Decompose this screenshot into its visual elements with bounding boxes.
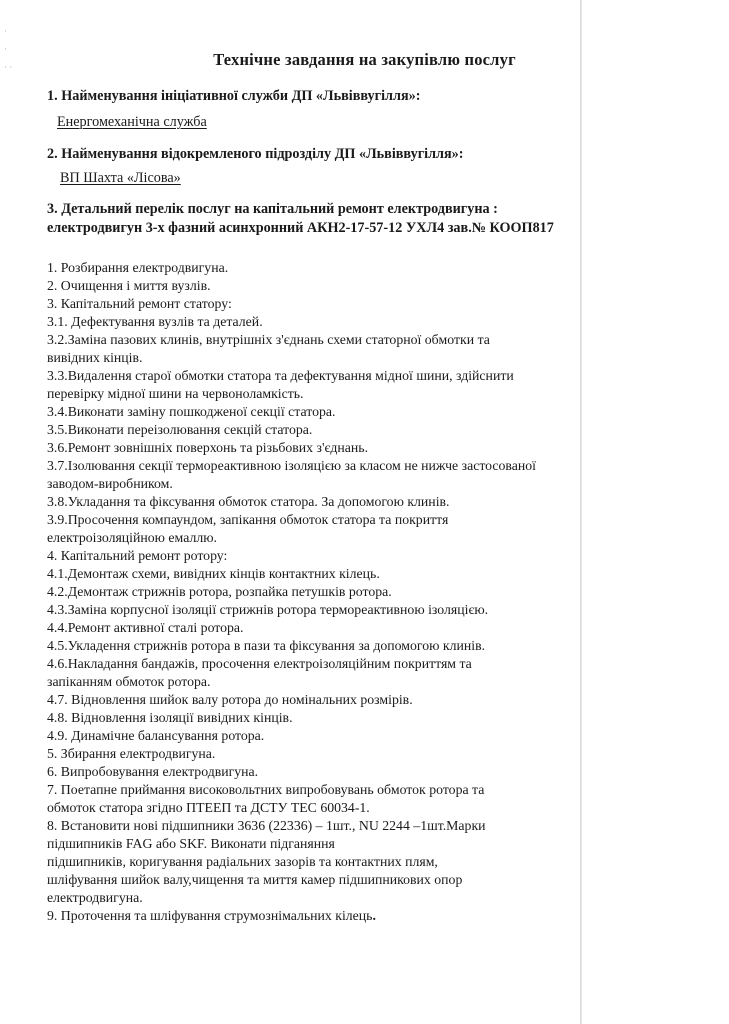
document-title: Технічне завдання на закупівлю послуг bbox=[213, 50, 516, 69]
list-item: 3.1. Дефектування вузлів та деталей. bbox=[47, 314, 263, 329]
list-item: 3.8.Укладання та фіксування обмоток статора. За допомогою клинів. bbox=[47, 494, 450, 509]
list-item: 2. Очищення і миття вузлів. bbox=[47, 278, 211, 293]
list-item: шліфування шийок валу,чищення та миття камер підшипникових опор bbox=[47, 872, 463, 887]
list-item: електроізоляційною емаллю. bbox=[47, 530, 217, 545]
list-item: 3.3.Видалення старої обмотки статора та дефектування мідної шини, здійснити bbox=[47, 368, 514, 383]
final-period: . bbox=[372, 908, 376, 923]
list-item: 5. Збирання електродвигуна. bbox=[47, 746, 216, 761]
list-item: 4.7. Відновлення шийок валу ротора до номінальних розмірів. bbox=[47, 692, 413, 707]
list-item: 3.5.Виконати переізолювання секцій статора. bbox=[47, 422, 313, 437]
section-3-heading-line-2: електродвигун 3-х фазний асинхронний АКН2-17-57-12 УХЛ4 зав.№ КООП817 bbox=[47, 220, 554, 236]
section-2-heading: 2. Найменування відокремленого підрозділу ДП «Львіввугілля»: bbox=[47, 146, 464, 162]
list-item: 7. Поетапне приймання високовольтних випробовувань обмоток ротора та bbox=[47, 782, 485, 797]
list-item: 6. Випробовування електродвигуна. bbox=[47, 764, 259, 779]
list-item: підшипників FAG або SKF. Виконати підганяння bbox=[47, 836, 335, 851]
list-item: 4.5.Укладення стрижнів ротора в пази та фіксування за допомогою клинів. bbox=[47, 638, 486, 653]
list-item: 3.6.Ремонт зовнішніх поверхонь та різьбових з'єднань. bbox=[47, 440, 369, 455]
list-item: 4.3.Заміна корпусної ізоляції стрижнів ротора термореактивною ізоляцією. bbox=[47, 602, 489, 617]
list-item: 4.2.Демонтаж стрижнів ротора, розпайка петушків ротора. bbox=[47, 584, 392, 599]
scan-specks: · · · · bbox=[4, 26, 13, 72]
list-item: обмоток статора згідно ПТЕЕП та ДСТУ ТЕС 60034-1. bbox=[47, 800, 370, 815]
section-1-value: Енергомеханічна служба bbox=[57, 114, 207, 130]
list-item: перевірку мідної шини на червоноламкість. bbox=[47, 386, 304, 401]
list-item: 4.4.Ремонт активної сталі ротора. bbox=[47, 620, 244, 635]
list-item: 1. Розбирання електродвигуна. bbox=[47, 260, 229, 275]
service-items-list bbox=[47, 259, 677, 925]
list-item: 4. Капітальний ремонт ротору: bbox=[47, 548, 228, 563]
list-item: 3.9.Просочення компаундом, запікання обмоток статора та покриття bbox=[47, 512, 449, 527]
list-item: 4.9. Динамічне балансування ротора. bbox=[47, 728, 265, 743]
list-item: електродвигуна. bbox=[47, 890, 143, 905]
list-item: 8. Встановити нові підшипники 3636 (22336) – 1шт., NU 2244 –1шт.Марки bbox=[47, 818, 486, 833]
list-item: запіканням обмоток ротора. bbox=[47, 674, 211, 689]
section-2-value: ВП Шахта «Лісова» bbox=[60, 170, 181, 186]
list-item: 3. Капітальний ремонт статору: bbox=[47, 296, 232, 311]
list-item: 3.7.Ізолювання секції термореактивною ізоляцією за класом не нижче застосованої bbox=[47, 458, 537, 473]
list-item: 4.1.Демонтаж схеми, вивідних кінців контактних кілець. bbox=[47, 566, 380, 581]
final-item-text: 9. Проточення та шліфування струмознімальних кілець bbox=[47, 908, 373, 923]
section-1-heading: 1. Найменування ініціативної служби ДП «Львіввугілля»: bbox=[47, 88, 421, 104]
list-item: підшипників, коригування радіальних зазорів та контактних плям, bbox=[47, 854, 438, 869]
section-3-heading-line-1: 3. Детальний перелік послуг на капітальний ремонт електродвигуна : bbox=[47, 201, 498, 217]
list-item: 4.6.Накладання бандажів, просочення електроізоляційним покриттям та bbox=[47, 656, 472, 671]
list-item: 3.4.Виконати заміну пошкодженої секції статора. bbox=[47, 404, 336, 419]
list-item: 4.8. Відновлення ізоляції вивідних кінців. bbox=[47, 710, 293, 725]
list-item: 3.2.Заміна пазових клинів, внутрішніх з'єднань схеми статорної обмотки та bbox=[47, 332, 490, 347]
list-item: вивідних кінців. bbox=[47, 350, 143, 365]
list-item-final bbox=[47, 907, 677, 925]
list-item: заводом-виробником. bbox=[47, 476, 173, 491]
